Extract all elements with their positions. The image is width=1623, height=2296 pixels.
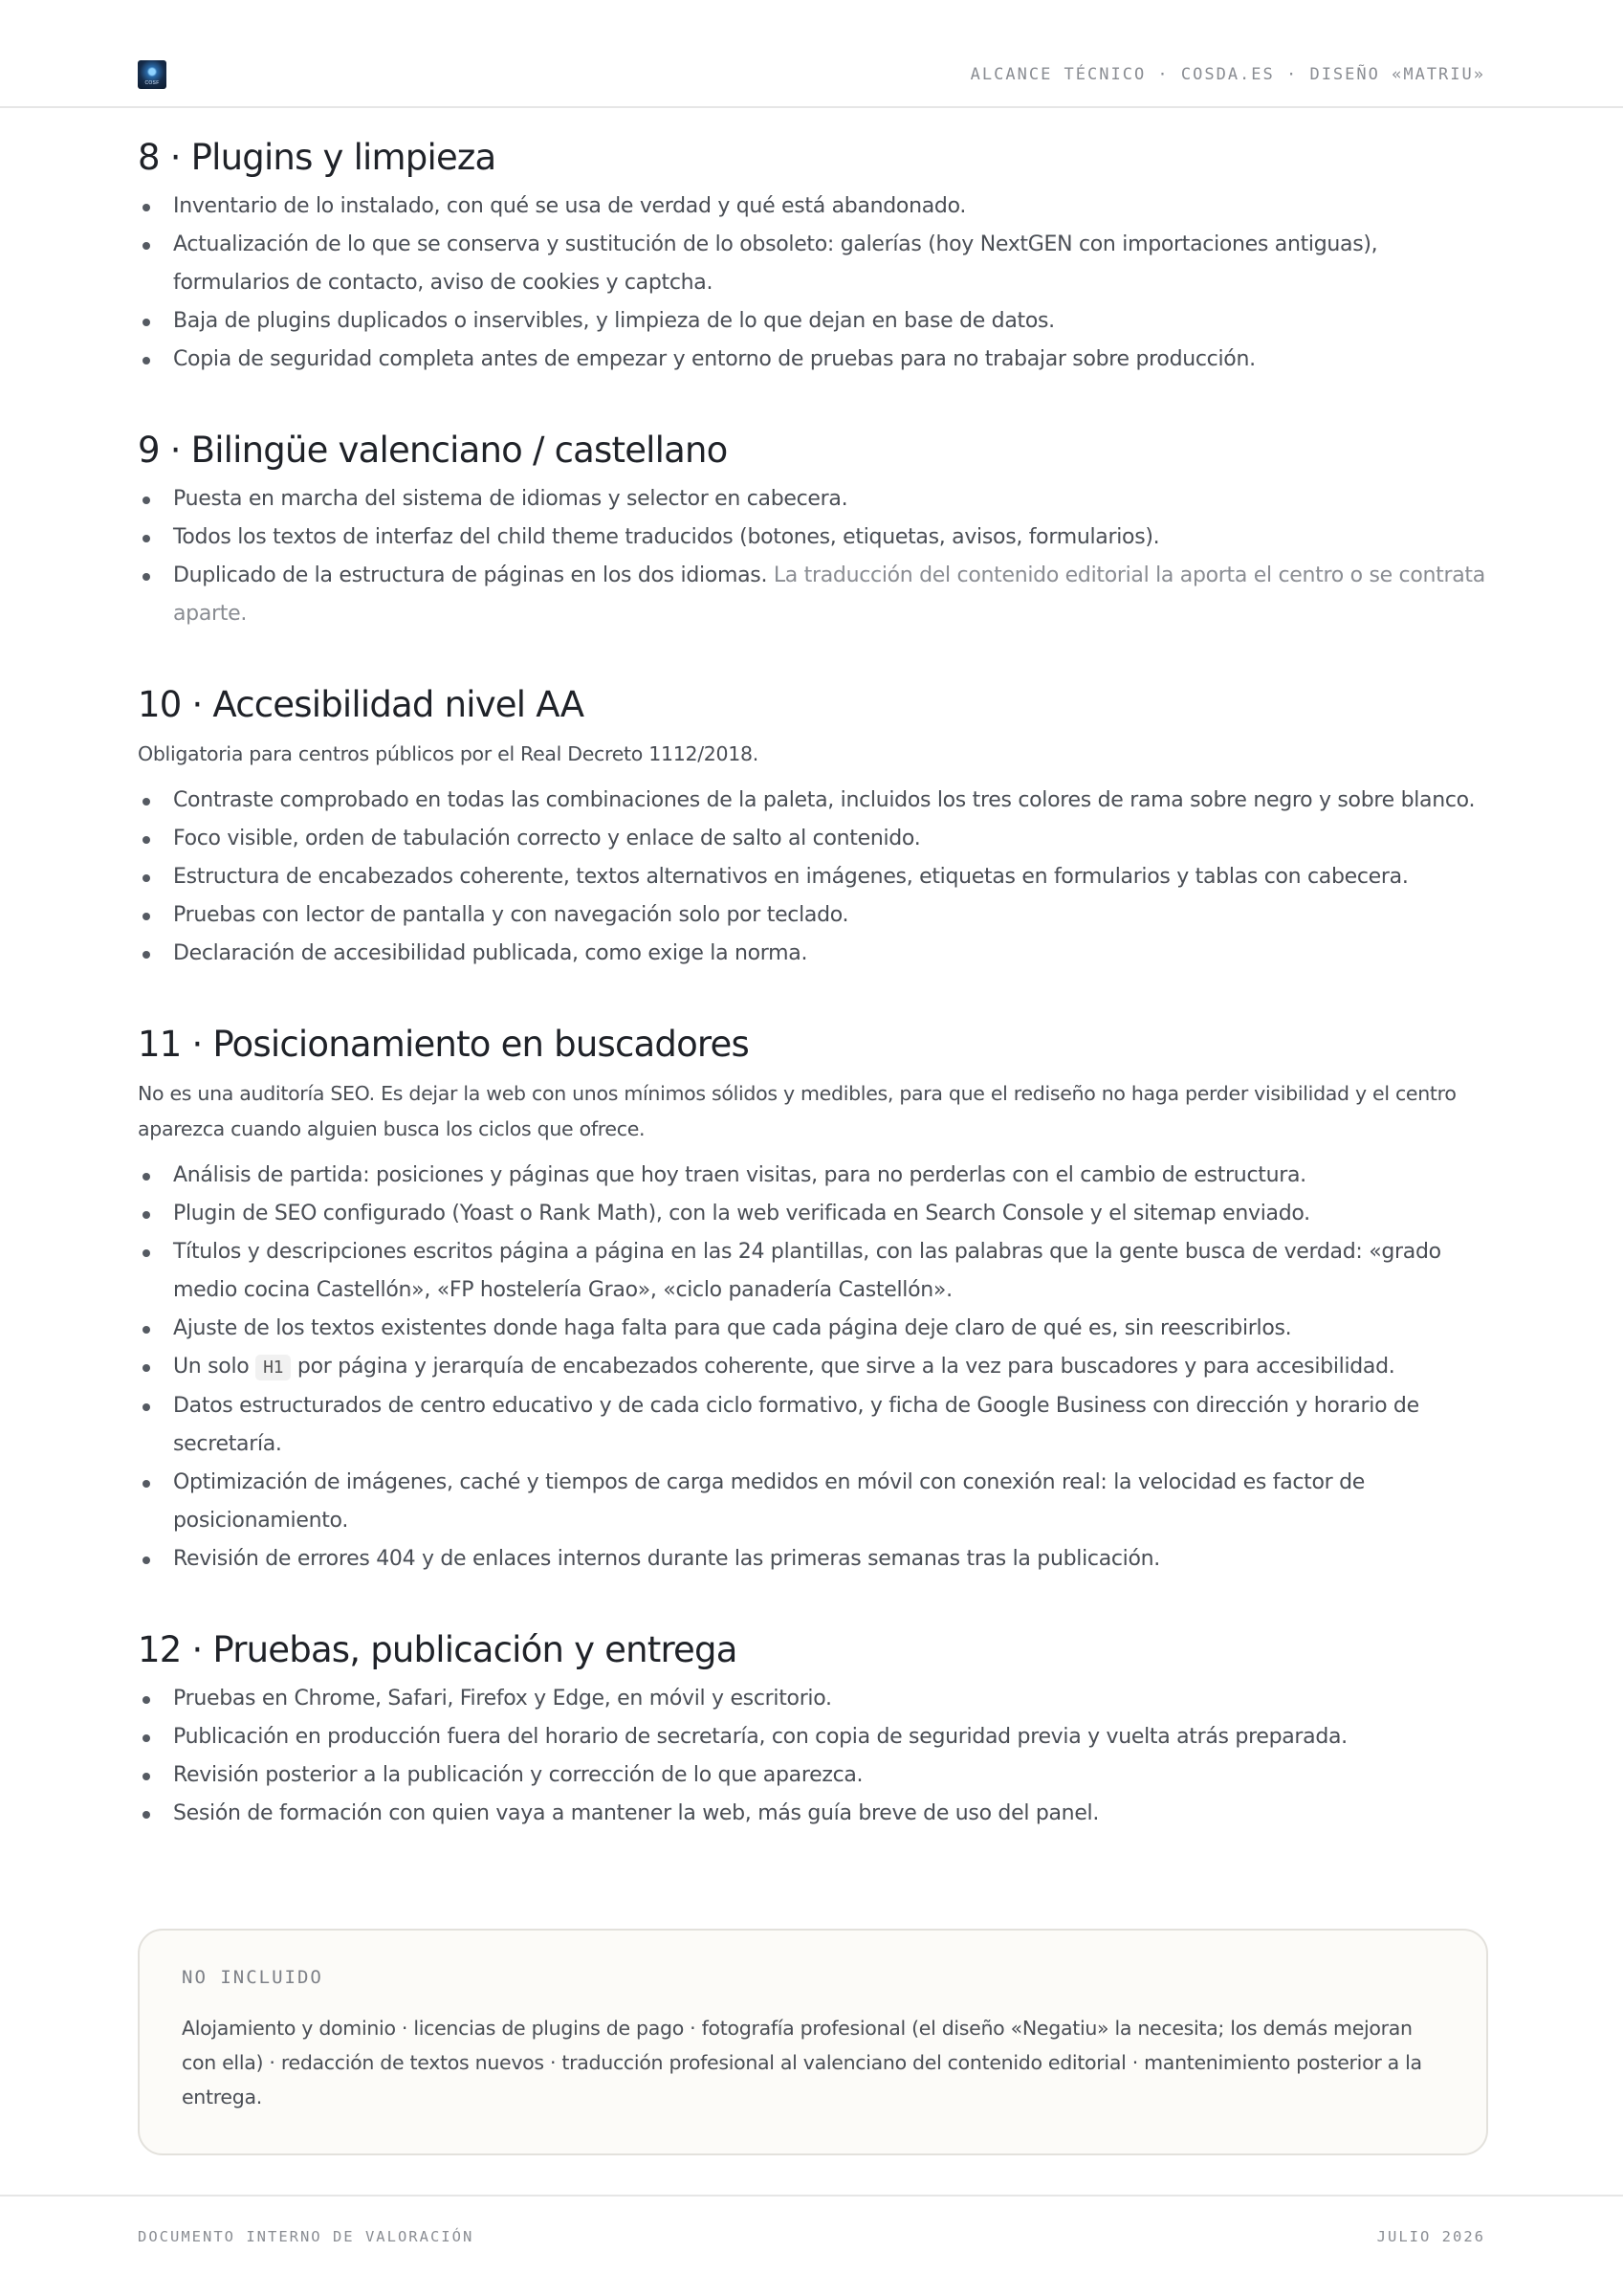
list-item: Optimización de imágenes, caché y tiempos de carga medidos en móvil con conexión real: la velocidad es factor de posicionamiento. — [138, 1464, 1488, 1540]
footer-label: DOCUMENTO INTERNO DE VALORACIÓN — [138, 2228, 474, 2245]
list-item — [138, 1348, 1488, 1387]
section-12-list — [138, 1680, 1488, 1833]
section-8-list — [138, 188, 1488, 379]
section-12-title: 12 · Pruebas, publicación y entrega — [138, 1629, 737, 1670]
list-item: Publicación en producción fuera del horario de secretaría, con copia de seguridad previa y vuelta atrás preparada. — [138, 1718, 1488, 1756]
section-11-title: 11 · Posicionamiento en buscadores — [138, 1024, 749, 1065]
logo-text: COSF — [144, 80, 160, 86]
not-included-box — [138, 1929, 1488, 2155]
h1-code: H1 — [255, 1355, 291, 1380]
list-item: Foco visible, orden de tabulación correcto y enlace de salto al contenido. — [138, 820, 1488, 858]
document-header-label: ALCANCE TÉCNICO · COSDA.ES · DISEÑO «MATRIU» — [970, 65, 1485, 84]
list-item: Sesión de formación con quien vaya a mantener la web, más guía breve de uso del panel. — [138, 1795, 1488, 1833]
section-10-title: 10 · Accesibilidad nivel AA — [138, 684, 584, 725]
list-item: Declaración de accesibilidad publicada, como exige la norma. — [138, 935, 1488, 973]
list-item-note: La traducción del contenido editorial la aporta el centro o se contrata aparte. — [173, 563, 1485, 626]
footer-date: JULIO 2026 — [1376, 2228, 1485, 2245]
not-included-title: NO INCLUIDO — [182, 1967, 323, 1988]
not-included-text: Alojamiento y dominio · licencias de plugins de pago · fotografía profesional (el diseño «Negatiu» la necesita; los demás mejoran con ella) · redacción de textos nuevos · traducción profesional al valenciano del contenido editorial · mantenimiento posterior a la entrega. — [182, 2017, 1422, 2108]
list-item: Pruebas con lector de pantalla y con navegación solo por teclado. — [138, 896, 1488, 935]
h1-text-pre: Un solo — [173, 1355, 250, 1379]
list-item-main: Duplicado de la estructura de páginas en los dos idiomas. — [173, 563, 768, 587]
list-item: Inventario de lo instalado, con qué se usa de verdad y qué está abandonado. — [138, 188, 1488, 226]
list-item: Ajuste de los textos existentes donde haga falta para que cada página deje claro de qué es, sin reescribirlos. — [138, 1310, 1488, 1348]
section-9-title: 9 · Bilingüe valenciano / castellano — [138, 430, 728, 471]
h1-text-post: por página y jerarquía de encabezados coherente, que sirve a la vez para buscadores y para accesibilidad. — [296, 1355, 1395, 1379]
section-9-list — [138, 480, 1488, 633]
section-10-list — [138, 782, 1488, 973]
main-content — [138, 132, 1488, 1833]
page-footer — [0, 2195, 1623, 2296]
list-item: Actualización de lo que se conserva y sustitución de lo obsoleto: galerías (hoy NextGEN con importaciones antiguas), formularios de contacto, aviso de cookies y captcha. — [138, 226, 1488, 302]
section-11-intro: No es una auditoría SEO. Es dejar la web con unos mínimos sólidos y medibles, para que el rediseño no haga perder visibilidad y el centro aparezca cuando alguien busca los ciclos que ofrece. — [138, 1082, 1457, 1140]
list-item: Todos los textos de interfaz del child theme traducidos (botones, etiquetas, avisos, formularios). — [138, 519, 1488, 557]
section-11-list — [138, 1157, 1488, 1578]
section-8-title: 8 · Plugins y limpieza — [138, 137, 496, 178]
list-item: Puesta en marcha del sistema de idiomas y selector en cabecera. — [138, 480, 1488, 519]
list-item: Análisis de partida: posiciones y páginas que hoy traen visitas, para no perderlas con el cambio de estructura. — [138, 1157, 1488, 1195]
list-item: Datos estructurados de centro educativo y de cada ciclo formativo, y ficha de Google Business con dirección y horario de secretaría. — [138, 1387, 1488, 1464]
page-header — [0, 0, 1623, 108]
list-item: Copia de seguridad completa antes de empezar y entorno de pruebas para no trabajar sobre producción. — [138, 341, 1488, 379]
list-item: Plugin de SEO configurado (Yoast o Rank Math), con la web verificada en Search Console y el sitemap enviado. — [138, 1195, 1488, 1233]
list-item: Revisión posterior a la publicación y corrección de lo que aparezca. — [138, 1756, 1488, 1795]
section-10-intro: Obligatoria para centros públicos por el Real Decreto 1112/2018. — [138, 742, 758, 765]
logo — [138, 60, 166, 89]
list-item: Revisión de errores 404 y de enlaces internos durante las primeras semanas tras la publicación. — [138, 1540, 1488, 1578]
list-item: Pruebas en Chrome, Safari, Firefox y Edge, en móvil y escritorio. — [138, 1680, 1488, 1718]
list-item: Contraste comprobado en todas las combinaciones de la paleta, incluidos los tres colores de rama sobre negro y sobre blanco. — [138, 782, 1488, 820]
list-item: Estructura de encabezados coherente, textos alternativos en imágenes, etiquetas en formularios y tablas con cabecera. — [138, 858, 1488, 896]
list-item — [138, 557, 1488, 633]
list-item: Títulos y descripciones escritos página a página en las 24 plantillas, con las palabras que la gente busca de verdad: «grado medio cocina Castellón», «FP hostelería Grao», «ciclo panadería Castellón». — [138, 1233, 1488, 1310]
list-item: Baja de plugins duplicados o inservibles, y limpieza de lo que dejan en base de datos. — [138, 302, 1488, 341]
